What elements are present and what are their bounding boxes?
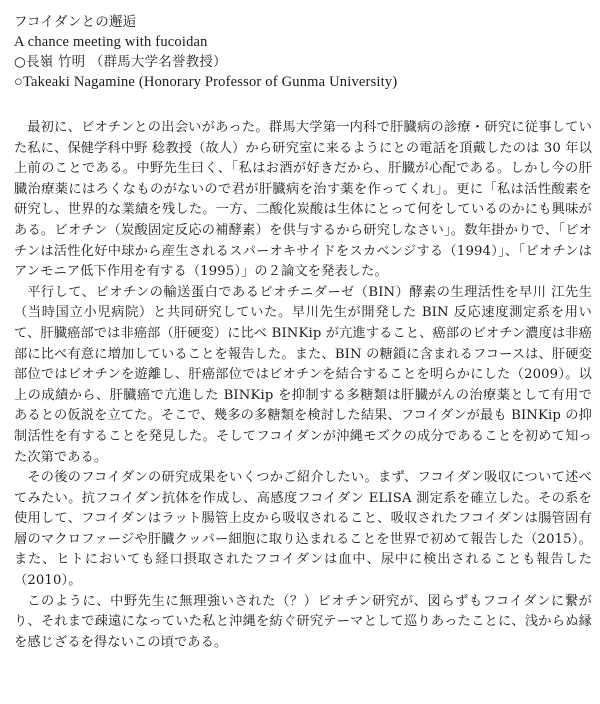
document-page xyxy=(14,12,592,653)
paragraph-2: 平行して、ビオチンの輸送蛋白であるビオチニダーゼ（BIN）酵素の生理活性を早川 江先生（当時国立小児病院）と共同研究していた。早川先生が開発した BIN 反応速度測定系を用いて、肝臓癌部では非癌部（肝硬変）に比べ BINKip が亢進すること、癌部のビオチン濃度は非癌部に比べ有意に増加していることを報告した。また、BIN の糖鎖に含まれるフコースは、肝硬変部位ではビオチンを遊離し、肝癌部位ではビオチンを結合することを明らかにした（2009）。以上の成績から、肝臓癌で亢進した BINKip を抑制する多糖類は肝臓がんの治療薬として有用であるとの仮説を立てた。そこで、幾多の多糖類を検討した結果、フコイダンが最も BINKip の抑制活性を有することを発見した。そしてフコイダンが沖縄モズクの成分であることを初めて知った次第である。 xyxy=(14,284,592,465)
paragraph-4: このように、中野先生に無理強いされた（？）ビオチン研究が、図らずもフコイダンに繋がり、それまで疎遠になっていた私と沖縄を紡ぐ研究テーマとして巡りあったことに、浅からぬ縁を感じざるを得ないこの頃である。 xyxy=(14,593,592,650)
author-japanese: ○長嶺 竹明 （群馬大学名誉教授） xyxy=(14,54,227,70)
article-body xyxy=(14,118,592,653)
title-japanese: フコイダンとの邂逅 xyxy=(14,14,137,30)
paragraph-3: その後のフコイダンの研究成果をいくつかご紹介したい。まず、フコイダン吸収について述べてみたい。抗フコイダン抗体を作成し、高感度フコイダン ELISA 測定系を確立した。その系を使用して、フコイダンはラット腸管上皮から吸収されること、吸収されたフコイダンは腸管固有層のマクロファージや肝臓クッパー細胞に取り込まれることを世界で初めて報告した（2015）。また、ヒトにおいても経口摂取されたフコイダンは血中、尿中に検出されることも報告した（2010）。 xyxy=(14,470,592,589)
author-english: ○Takeaki Nagamine (Honorary Professor of Gunma University) xyxy=(14,74,398,90)
paragraph-1: 最初に、ビオチンとの出会いがあった。群馬大学第一内科で肝臓病の診療・研究に従事していた私に、保健学科中野 稔教授（故人）から研究室に来るようにとの電話を頂戴したのは 30 年以上前のことである。中野先生曰く、「私はお酒が好きだから、肝臓が心配である。しかし今の肝臓治療薬にはろくなものがないので君が肝臓病を治す薬を作ってくれ」。更に「私は活性酸素を研究し、世界的な業績を残した。一方、二酸化炭酸は生体にとって何をしているのかにも興味がある。ビオチン（炭酸固定反応の補酵素）を供与するから研究しなさい」。数年掛かりで、「ビオチンは活性化好中球から産生されるスパーオキサイドをスカベンジする（1994）」、「ビオチンはアンモニア低下作用を有する（1995）」の２論文を発表した。 xyxy=(14,120,592,280)
title-english: A chance meeting with fucoidan xyxy=(14,34,208,50)
